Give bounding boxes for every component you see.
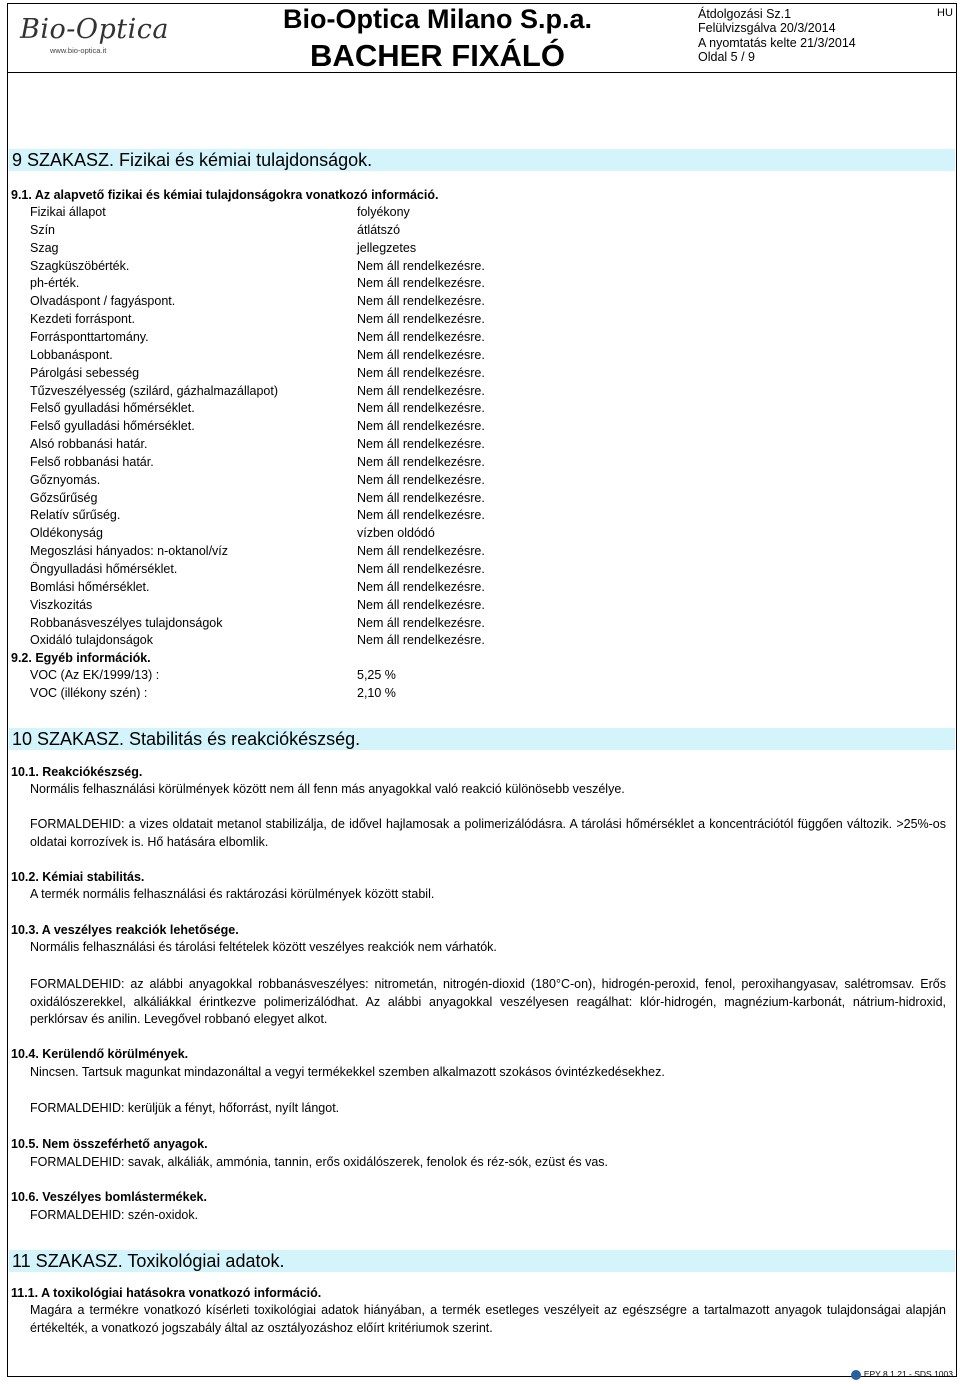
property-label: Felső gyulladási hőmérséklet. [30,401,195,415]
print-date: A nyomtatás kelte 21/3/2014 [698,36,856,50]
property-label: Fizikai állapot [30,205,106,219]
review-date: Felülvizsgálva 20/3/2014 [698,21,836,35]
subsection-10-5: 10.5. Nem összeférhető anyagok. [11,1137,208,1151]
property-value: Nem áll rendelkezésre. [357,330,485,344]
paragraph: A termék normális felhasználási és raktározási körülmények között stabil. [30,887,435,901]
property-label: Forrásponttartomány. [30,330,149,344]
section-9-heading: 9 SZAKASZ. Fizikai és kémiai tulajdonságok. [9,149,955,171]
property-value: Nem áll rendelkezésre. [357,401,485,415]
property-value: Nem áll rendelkezésre. [357,384,485,398]
footer-logo-icon [851,1370,861,1380]
page-number: Oldal 5 / 9 [698,50,755,64]
property-label: ph-érték. [30,276,80,290]
property-value: folyékony [357,205,410,219]
subsection-11-1: 11.1. A toxikológiai hatásokra vonatkozó információ. [11,1286,322,1300]
property-label: Relatív sűrűség. [30,508,121,522]
property-value: Nem áll rendelkezésre. [357,259,485,273]
paragraph: FORMALDEHID: az alábbi anyagokkal robbanásveszélyes: nitrometán, nitrogén-dioxid (180°C-on), hidrogén-peroxid, fenol, peroxihangyasav, salétromsav. Erős oxidálószerekkel, alkáliákkal érintkezve polimerizálódhat. Az alábbi anyagokkal veszélyesen reagálhat: klór-hidrogén, magnézium-karbonát, nátrium-hidroxid, perklórsav és anilin. Levegővel robbanó elegyet alkot. [30,977,946,1027]
paragraph: Normális felhasználási körülmények között nem áll fenn más anyagokkal való reakció különösebb veszélye. [30,782,625,796]
logo-text: Bio-Optica [20,14,169,45]
property-label: Öngyulladási hőmérséklet. [30,562,178,576]
subsection-10-1: 10.1. Reakciókészség. [11,765,143,779]
subsection-10-2: 10.2. Kémiai stabilitás. [11,870,145,884]
property-label: Bomlási hőmérséklet. [30,580,150,594]
property-value: Nem áll rendelkezésre. [357,437,485,451]
property-label: Oxidáló tulajdonságok [30,633,153,647]
subsection-10-3: 10.3. A veszélyes reakciók lehetősége. [11,923,239,937]
section-11-heading: 11 SZAKASZ. Toxikológiai adatok. [9,1250,955,1272]
subsection-9-2: 9.2. Egyéb információk. [11,651,151,665]
paragraph: FORMALDEHID: szén-oxidok. [30,1208,199,1222]
property-value: Nem áll rendelkezésre. [357,366,485,380]
property-value: Nem áll rendelkezésre. [357,544,485,558]
property-label: Gőznyomás. [30,473,101,487]
property-label: Szín [30,223,56,237]
property-value: jellegzetes [357,241,417,255]
property-value: Nem áll rendelkezésre. [357,562,485,576]
language-code: HU [937,7,953,19]
property-label: Szag [30,241,59,255]
property-label: Párolgási sebesség [30,366,140,380]
property-label: Viszkozitás [30,598,93,612]
page-border [7,3,957,1377]
property-value: Nem áll rendelkezésre. [357,598,485,612]
property-label: Tűzveszélyesség (szilárd, gázhalmazállapot) [30,384,279,398]
paragraph: Magára a termékre vonatkozó kísérleti toxikológiai adatok hiányában, a termék esetleges veszélyeit az egészségre a tartalmazott anyagok tulajdonságai alapján értékelték, a vonatkozó jogszabály által az osztályozáshoz előírt kritériumok szerint. [30,1303,946,1335]
footer-text: EPY 8.1.21 - SDS 1003 [863,1369,953,1379]
logo-url: www.bio-optica.it [50,46,107,55]
company-logo [12,14,182,62]
property-label: Felső robbanási határ. [30,455,154,469]
property-label: Olvadáspont / fagyáspont. [30,294,176,308]
property-label: Gőzsűrűség [30,491,98,505]
property-label: Szagküszöbérték. [30,259,130,273]
property-value: Nem áll rendelkezésre. [357,508,485,522]
property-label: Felső gyulladási hőmérséklet. [30,419,195,433]
property-label: Oldékonyság [30,526,103,540]
subsection-10-4: 10.4. Kerülendő körülmények. [11,1047,189,1061]
property-value: Nem áll rendelkezésre. [357,294,485,308]
property-value: Nem áll rendelkezésre. [357,348,485,362]
paragraph: FORMALDEHID: a vizes oldatait metanol stabilizálja, de idővel hajlamosak a polimerizálódásra. A tárolási hőmérséklet a koncentrációtól függően változik. >25%-os oldatai korrozívek is. Hő hatására elbomlik. [30,817,946,849]
property-value: átlátszó [357,223,401,237]
property-value: Nem áll rendelkezésre. [357,312,485,326]
paragraph: Normális felhasználási és tárolási feltételek között veszélyes reakciók nem várhatók. [30,940,497,954]
product-name: BACHER FIXÁLÓ [310,38,565,73]
property-value: vízben oldódó [357,526,435,540]
property-value: Nem áll rendelkezésre. [357,276,485,290]
property-value: Nem áll rendelkezésre. [357,616,485,630]
property-label: Lobbanáspont. [30,348,113,362]
company-name: Bio-Optica Milano S.p.a. [282,4,593,34]
revision-number: Átdolgozási Sz.1 [698,7,792,21]
subsection-9-1: 9.1. Az alapvető fizikai és kémiai tulajdonságokra vonatkozó információ. [11,188,439,202]
property-label: Kezdeti forráspont. [30,312,135,326]
paragraph: Nincsen. Tartsuk magunkat mindazonáltal a vegyi termékekkel szemben alkalmazott szokásos óvintézkedésekhez. [30,1065,665,1079]
property-value: Nem áll rendelkezésre. [357,491,485,505]
property-label: Megoszlási hányados: n-oktanol/víz [30,544,229,558]
property-value: Nem áll rendelkezésre. [357,473,485,487]
property-value: Nem áll rendelkezésre. [357,580,485,594]
section-10-heading: 10 SZAKASZ. Stabilitás és reakciókészség. [9,728,955,750]
voc-ek-value: 5,25 % [357,668,396,682]
voc-carbon-label: VOC (illékony szén) : [30,686,148,700]
paragraph: FORMALDEHID: kerüljük a fényt, hőforrást, nyílt lángot. [30,1101,340,1115]
property-label: Alsó robbanási határ. [30,437,148,451]
property-label: Robbanásveszélyes tulajdonságok [30,616,223,630]
property-value: Nem áll rendelkezésre. [357,455,485,469]
property-value: Nem áll rendelkezésre. [357,419,485,433]
property-value: Nem áll rendelkezésre. [357,633,485,647]
voc-ek-label: VOC (Az EK/1999/13) : [30,668,160,682]
footer-code [851,1369,953,1380]
paragraph: FORMALDEHID: savak, alkáliák, ammónia, tannin, erős oxidálószerek, fenolok és réz-sók, ezüst és vas. [30,1155,609,1169]
subsection-10-6: 10.6. Veszélyes bomlástermékek. [11,1190,207,1204]
voc-carbon-value: 2,10 % [357,686,396,700]
